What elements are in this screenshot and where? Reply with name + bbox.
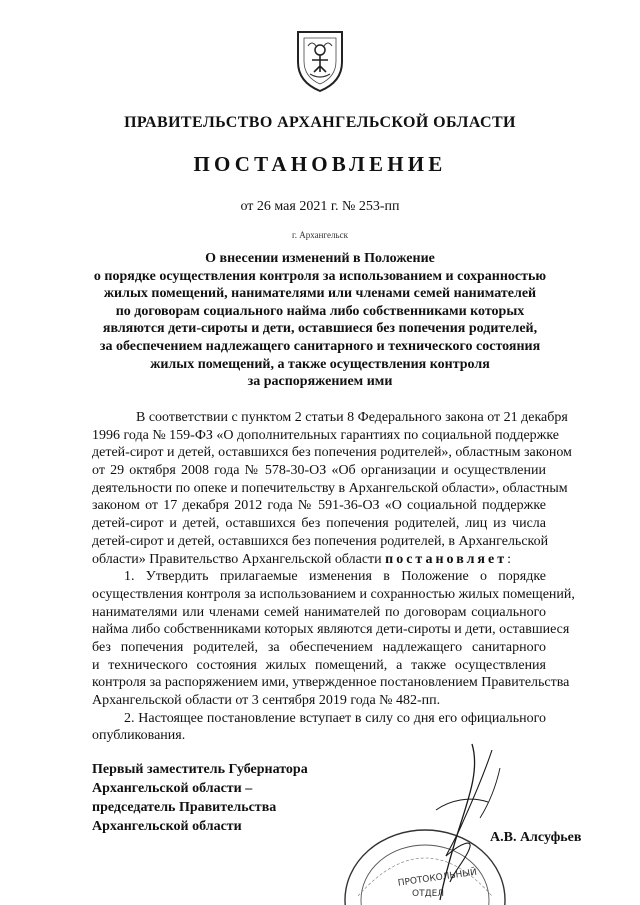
- subject-line: за распоряжением ими: [247, 374, 393, 390]
- item2-line: опубликования.: [92, 728, 186, 744]
- item2-line: 2. Настоящее постановление вступает в силу со дня его официального: [124, 710, 546, 726]
- signatory-title: [92, 760, 308, 836]
- preamble-line: детей-сирот и детей, оставшихся без попечения родителей, в Архангельской: [92, 533, 549, 549]
- subject-line: являются дети-сироты и дети, оставшиеся без попечения родителей,: [102, 321, 538, 337]
- decree-body: [92, 409, 575, 745]
- item1-line: без попечения родителей, за обеспечением надлежащего санитарного: [92, 639, 546, 655]
- signer-name: А.В. Алсуфьев: [490, 830, 582, 845]
- subject-line: жилых помещений, а также осуществления контроля: [150, 356, 490, 372]
- preamble-final-text: области» Правительство Архангельской области: [92, 551, 382, 567]
- subject-line: жилых помещений, нанимателями или членами семей нанимателей: [103, 286, 537, 302]
- preamble-line: 1996 года № 159-ФЗ «О дополнительных гарантиях по социальной поддержке: [92, 427, 560, 443]
- date-and-number: от 26 мая 2021 г. № 253-пп: [240, 199, 400, 214]
- subject-line: о порядке осуществления контроля за использованием и сохранностью: [93, 268, 547, 284]
- subject-line: за обеспечением надлежащего санитарного и технического состояния: [99, 338, 541, 354]
- preamble-line: деятельности по опеке и попечительству в Архангельской области», областным: [92, 480, 568, 496]
- decree-colon: :: [507, 551, 511, 567]
- item1-line: и технического состояния жилых помещений, а также осуществления: [92, 657, 546, 673]
- city-name: г. Архангельск: [292, 230, 348, 240]
- subject-line: по договорам социального найма либо собственниками которых: [115, 303, 525, 319]
- preamble-line: детей-сирот и детей, оставшихся без попечения родителей, лиц из числа: [92, 516, 546, 532]
- handwritten-signature: [410, 740, 520, 905]
- signatory-title-line: Архангельской области: [92, 819, 242, 834]
- item1-line: 1. Утвердить прилагаемые изменения в Положение о порядке: [124, 569, 546, 585]
- svg-text:ПРОТОКОЛЬНЫЙ: ПРОТОКОЛЬНЫЙ: [397, 867, 478, 889]
- signatory-title-line: Первый заместитель Губернатора: [92, 762, 308, 777]
- svg-text:ОТДЕЛ: ОТДЕЛ: [412, 889, 445, 899]
- government-name: ПРАВИТЕЛЬСТВО АРХАНГЕЛЬСКОЙ ОБЛАСТИ: [124, 114, 516, 131]
- preamble-line: В соответствии с пунктом 2 статьи 8 Федерального закона от 21 декабря: [136, 410, 568, 425]
- item1-line: контроля за распоряжением ими, утвержденное постановлением Правительства: [92, 675, 570, 691]
- document-type: ПОСТАНОВЛЕНИЕ: [193, 152, 447, 176]
- subject-line: О внесении изменений в Положение: [205, 251, 435, 266]
- item1-line: найма либо собственниками которых являются дети-сироты и дети, оставшиеся: [92, 622, 570, 638]
- item1-line: Архангельской области от 3 сентября 2019 года № 482-пп.: [92, 693, 441, 708]
- signatory-title-line: председатель Правительства: [92, 800, 277, 815]
- preamble-final-line: [92, 551, 546, 569]
- preamble-line: от 29 октября 2008 года № 578-30-ОЗ «Об организации и осуществлении: [92, 463, 546, 479]
- decree-word: постановляет: [385, 551, 508, 567]
- preamble-line: законом от 17 декабря 2012 года № 591-36-ОЗ «О социальной поддержке: [92, 498, 546, 514]
- signatory-title-line: Архангельской области –: [92, 781, 253, 796]
- decree-subject: [86, 250, 554, 391]
- item1-line: осуществления контроля за использованием и сохранностью жилых помещений,: [92, 586, 575, 602]
- item1-line: нанимателями или членами семей нанимателей по договорам социального: [92, 604, 546, 620]
- preamble-line: детей-сирот и детей, оставшихся без попечения родителей», областным законом: [92, 445, 572, 461]
- coat-of-arms-emblem: [294, 28, 346, 94]
